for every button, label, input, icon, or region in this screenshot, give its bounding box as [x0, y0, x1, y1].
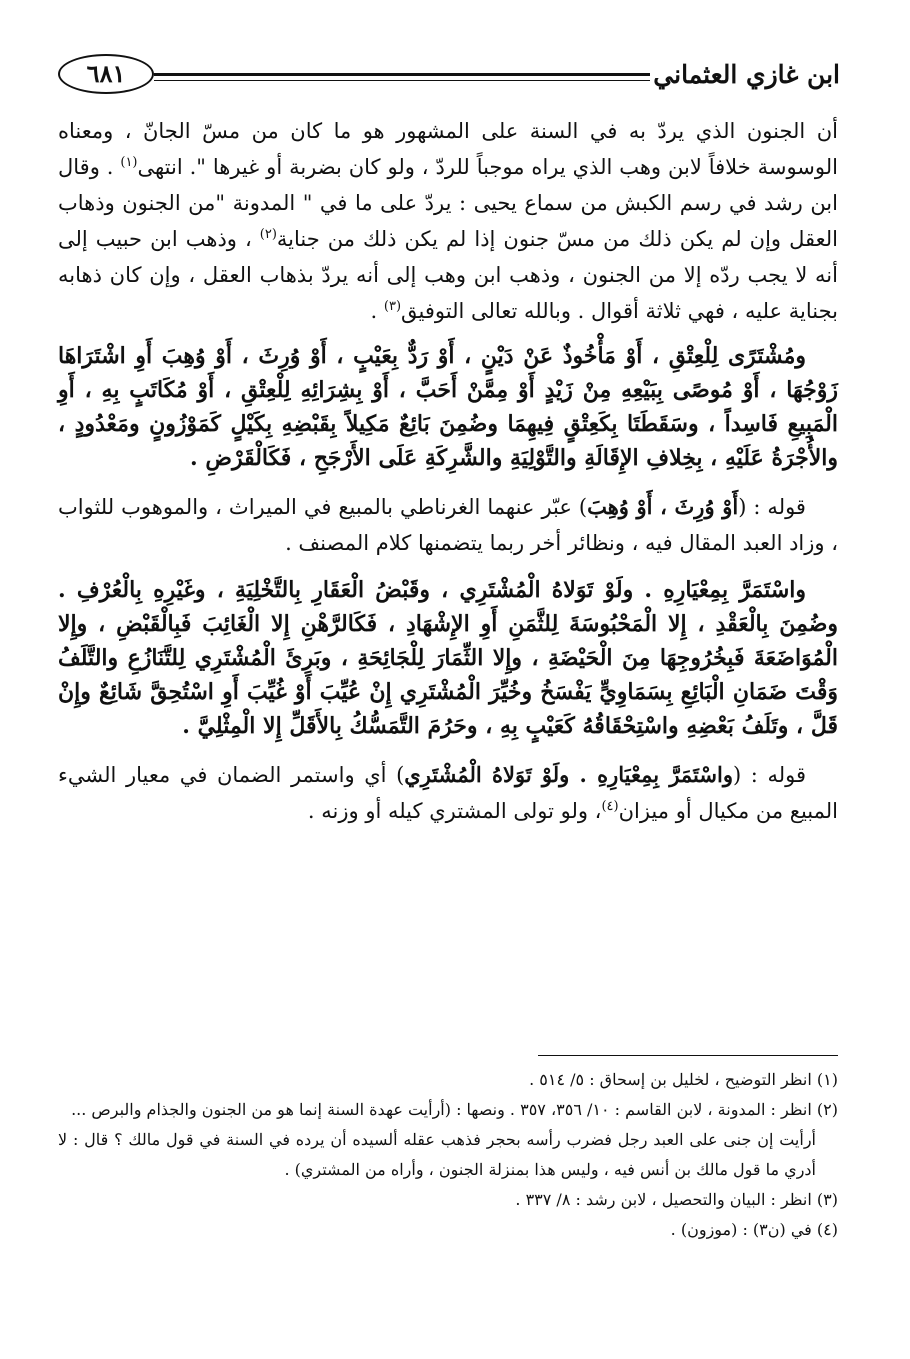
commentary-2-rest: ) أي واستمر الضمان في معيار الشيء المبيع من مكيال أو ميزان: [58, 763, 838, 823]
paragraph-1-text-c: ، وذهب ابن حبيب إلى أنه لا يجب ردّه إلا من الجنون ، وذهب ابن وهب إلى أنه يردّ بذهاب العقل ، وإن كان ذهابه بجناية عليه ، فهي ثلاثة أقوال . وبالله تعالى التوفيق: [58, 227, 838, 323]
footnote-ref-3: (٣): [383, 299, 402, 314]
footnote-ref-4: (٤): [601, 799, 619, 814]
paragraph-1: [58, 113, 838, 329]
footnotes: [58, 1065, 838, 1245]
footnote-1: (١) انظر التوضيح ، لخليل بن إسحاق : ٥/ ٥١٤ .: [529, 1070, 838, 1089]
paragraph-1-text-b: . وقال ابن رشد في رسم الكبش من سماع يحيى : يردّ على ما في " المدونة "من الجنون وذهاب العقل وإن لم يكن ذلك من مسّ جنون إذا لم يكن ذلك من جناية: [58, 155, 838, 251]
commentary-1-rest: ) عبّر عنهما الغرناطي بالمبيع في الميراث ، والموهوب للثواب ، وزاد العبد المقال فيه ، ونظائر أخر ربما يتضمنها كلام المصنف .: [58, 495, 838, 555]
running-head: ابن غازي العثماني: [653, 60, 840, 89]
matn-block-1: ومُشْتَرًى لِلْعِتْقِ ، أَوْ مَأْخُوذٌ عَنْ دَيْنٍ ، أَوْ رَدٌّ بِعَيْبٍ ، أَوْ وُرِثَ ، أَوْ وُهِبَ أَوِ اشْتَرَاهَا زَوْجُهَا ، أَوْ مُوصًى بِبَيْعِهِ مِنْ زَيْدٍ أَوْ مِمَّنْ أَحَبَّ ، أَوْ بِشِرَائِهِ لِلْعِتْقِ ، أَوْ مُكَاتَبٍ بِهِ ، أَوِ الْمَبِيعِ فَاسِداً ، وسَقَطَتَا بِكَعِتْقٍ فِيهِمَا وضُمِنَ بَائِعٌ مَكِيلاً بِقَبْضِهِ بِكَيْلٍ كَمَوْزُونٍ ومَعْدُودٍ ، والأُجْرَةُ عَلَيْهِ ، بِخِلافِ الإِقَالَةِ والتَّوْلِيَةِ والشَّرِكَةِ عَلَى الأَرْجَحِ ، فَكَالْقَرْضِ .: [58, 343, 838, 471]
footnote-separator: [538, 1055, 838, 1056]
footnote-2-continuation: أرأيت إن جنى على العبد رجل فضرب رأسه بحجر فذهب عقله ألسيده أن يرده في السنة في قول مالك ؟ قال : لا أدري ما قول مالك بن أنس فيه ، وليس هذا بمنزلة الجنون ، وأراه من المشتري) .: [58, 1130, 816, 1179]
matn-block-2: واسْتَمَرَّ بِمِعْيَارِهِ . ولَوْ تَوَلاهُ الْمُشْتَرِي ، وقَبْضُ الْعَقَارِ بِالتَّخْلِيَةِ ، وغَيْرِهِ بِالْعُرْفِ . وضُمِنَ بِالْعَقْدِ ، إِلا الْمَحْبُوسَةَ لِلثَّمَنِ أَوِ الإِشْهَادِ ، فَكَالرَّهْنِ إِلا الْغَائِبَ فَبِالْقَبْضِ ، وإِلا الْمُوَاضَعَةَ فَبِخُرُوجِهَا مِنَ الْحَيْضَةِ ، وإِلا الثِّمَارَ لِلْجَائِحَةِ ، وبَرِئَ الْمُشْتَرِي لِلتَّنَازُعِ والتَّلَفُ وَقْتَ ضَمَانِ الْبَائِعِ بِسَمَاوِيٍّ يَفْسَخُ وخُيِّرَ الْمُشْتَرِي إِنْ عُيِّبَ أَوْ غُيِّبَ أَوِ اسْتُحِقَّ شَائِعٌ وإِنْ قَلَّ ، وتَلَفُ بَعْضِهِ واسْتِحْقَاقُهُ كَعَيْبٍ بِهِ ، وحَرُمَ التَّمَسُّكُ بِالأَقَلِّ إِلا الْمِثْلِيَّ .: [58, 577, 838, 739]
footnote-ref-1: (١): [120, 155, 138, 170]
commentary-2: [58, 757, 838, 829]
paragraph-1-text-d: .: [370, 299, 384, 323]
header-rule-thick: [154, 73, 650, 76]
header-rule-thin: [154, 80, 650, 81]
commentary-2-lead: قوله : (: [732, 763, 806, 787]
footnote-3: (٣) انظر : البيان والتحصيل ، لابن رشد : ٨/ ٣٣٧ .: [515, 1190, 838, 1209]
commentary-1-lead: قوله : (: [738, 495, 806, 519]
commentary-1: [58, 489, 838, 561]
footnote-2: (٢) انظر : المدونة ، لابن القاسم : ١٠/ ٣٥٦، ٣٥٧ . ونصها : (أرأيت عهدة السنة إنما هو من الجنون والجذام والبرص ...: [71, 1100, 838, 1119]
page-header: [58, 52, 840, 100]
page-number: ٦٨١: [58, 54, 154, 94]
paragraph-1-text-a: أن الجنون الذي يردّ به في السنة على المشهور هو ما كان من مسّ الجانّ ، ومعناه الوسوسة خلافاً لابن وهب الذي يراه موجباً للردّ ، ولو كان بضربة أو غيرها ". انتهى: [58, 119, 838, 179]
main-text: [58, 113, 838, 829]
commentary-1-quote: أَوْ وُرِثَ ، أَوْ وُهِبَ: [587, 494, 739, 519]
footnote-ref-2: (٢): [259, 227, 277, 242]
commentary-2-end: ، ولو تولى المشتري كيله أو وزنه .: [307, 799, 602, 823]
commentary-2-quote: واسْتَمَرَّ بِمِعْيَارِهِ . ولَوْ تَوَلاهُ الْمُشْتَرِي: [404, 762, 733, 787]
footnote-4: (٤) في (ن٣) : (موزون) .: [670, 1220, 838, 1239]
